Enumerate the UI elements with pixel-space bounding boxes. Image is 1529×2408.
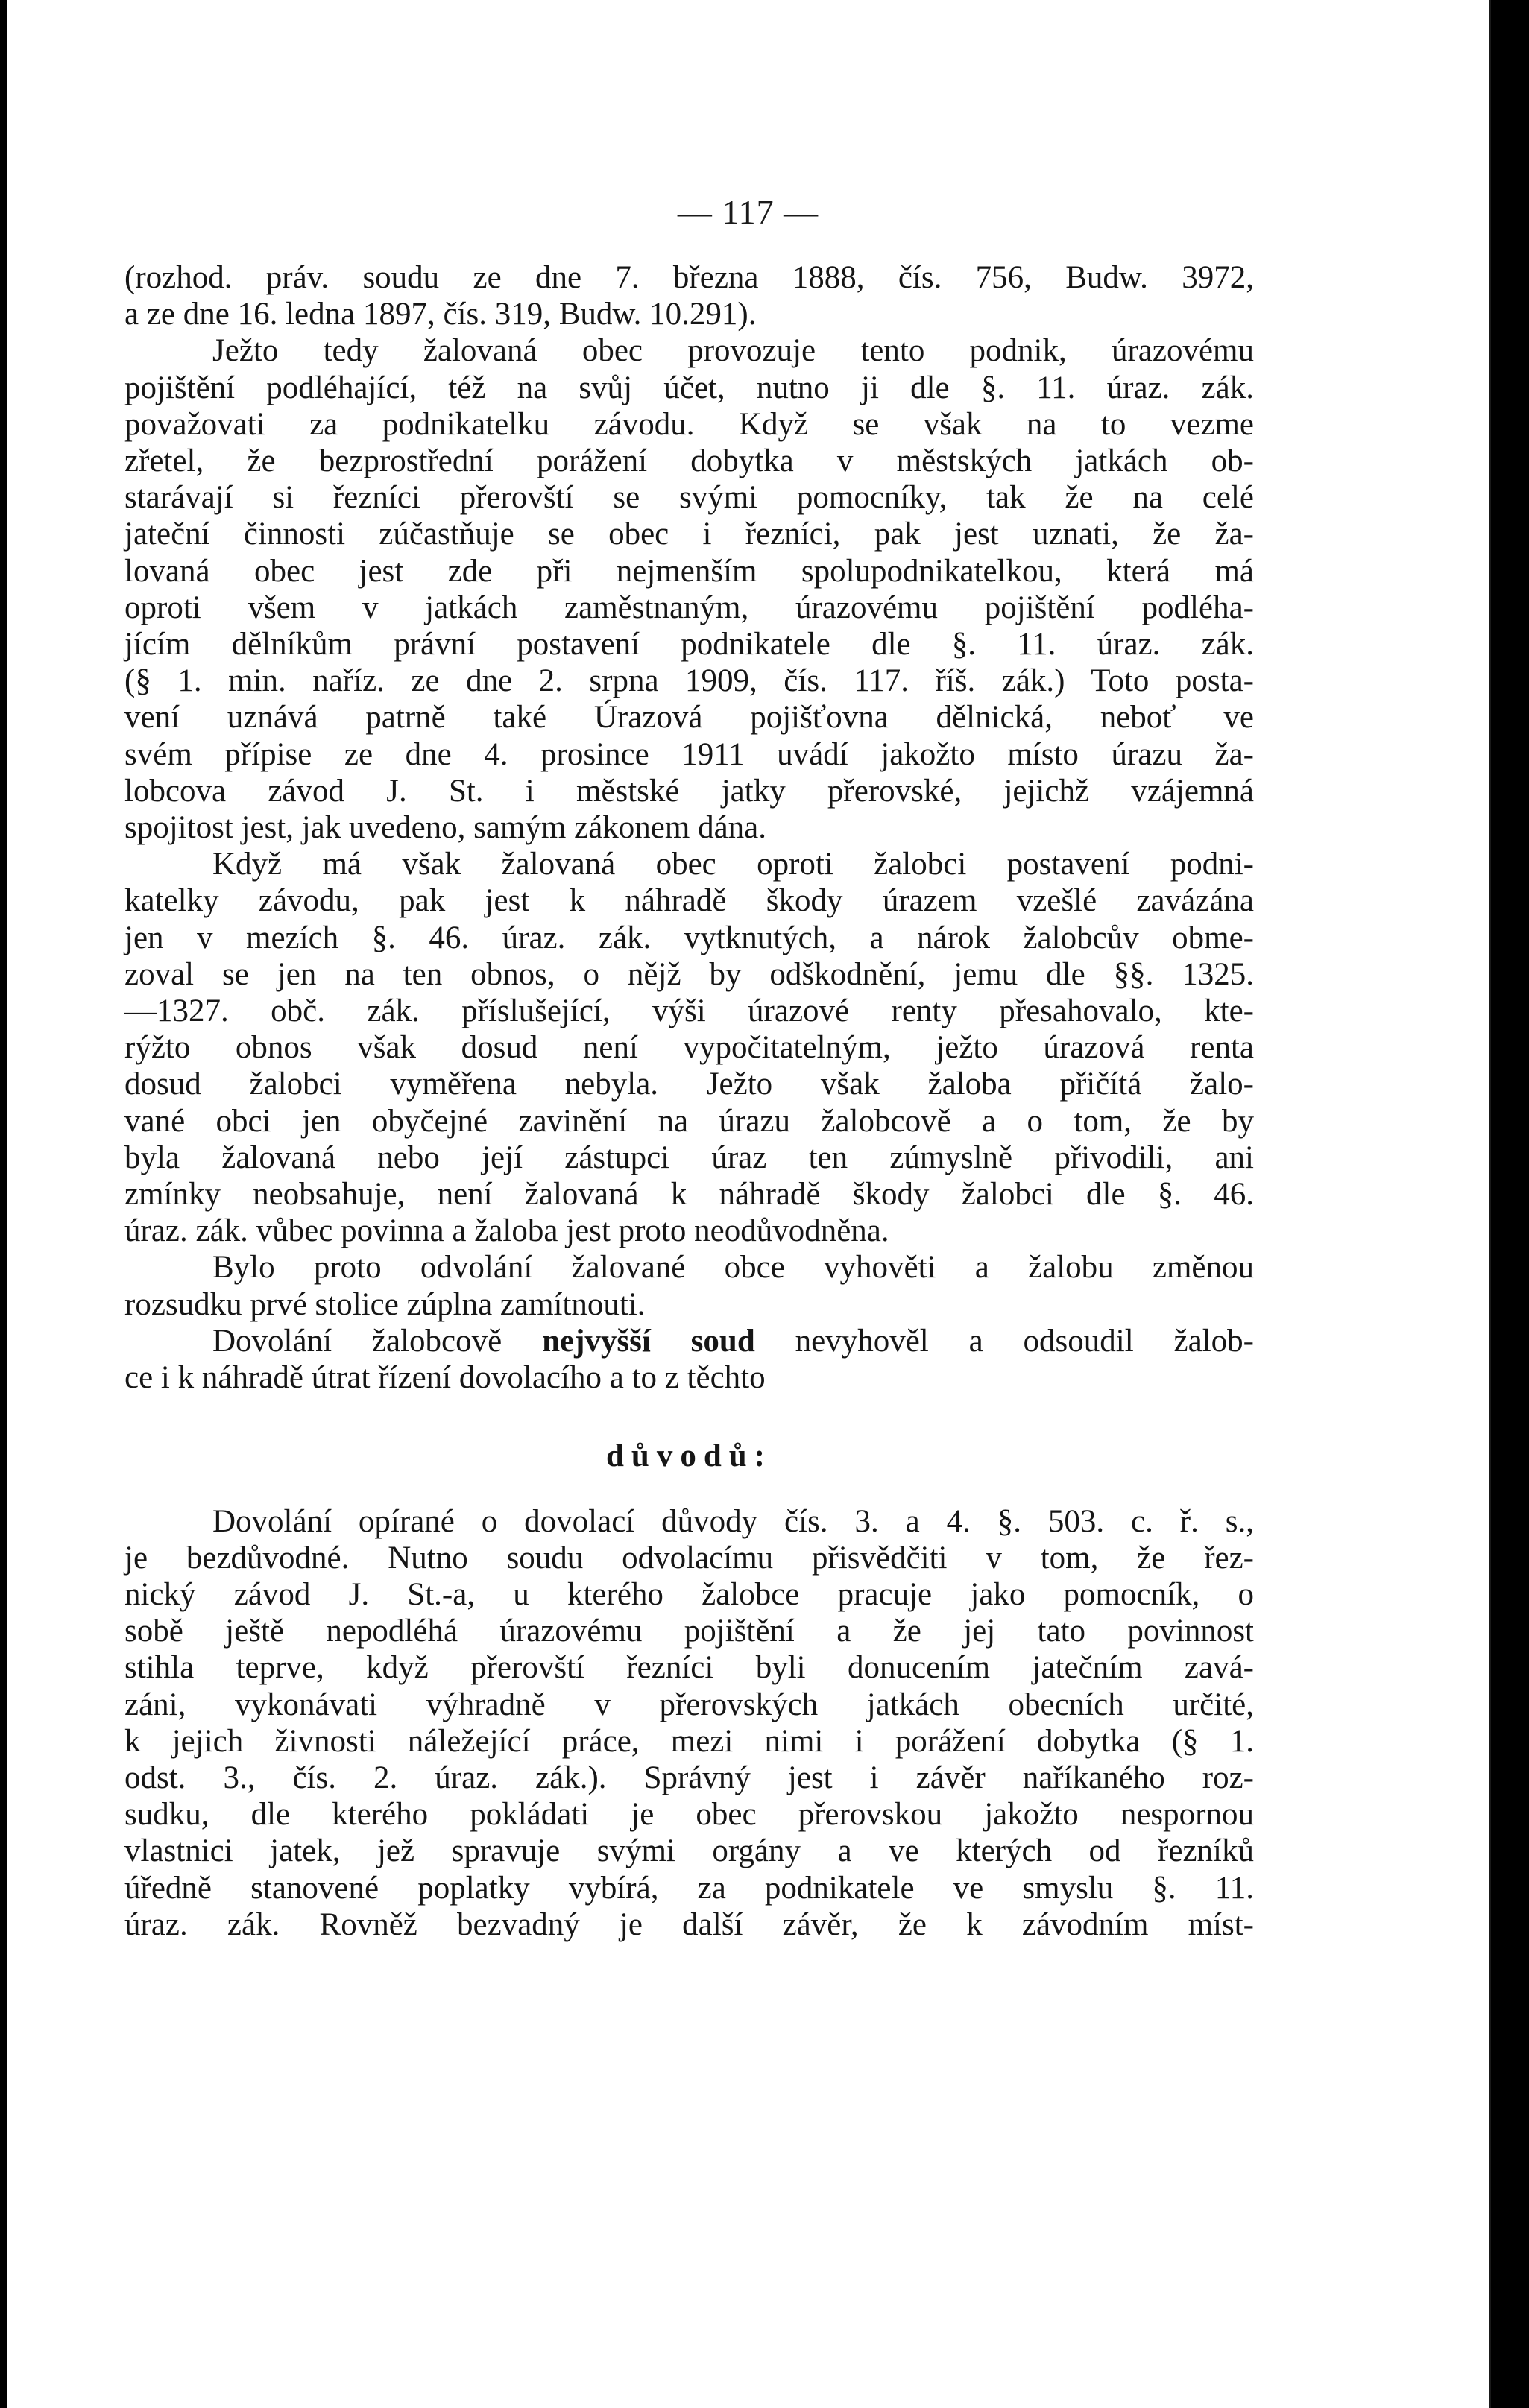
text-line: sudku, dle kterého pokládati je obec přerovskou jakožto nespornou xyxy=(124,1797,1254,1833)
text-line: záni, vykonávati výhradně v přerovských jatkách obecních určité, xyxy=(124,1687,1254,1722)
page-number: — 117 — xyxy=(677,193,819,231)
text-line: úraz. zák. vůbec povinna a žaloba jest proto neodůvodněna. xyxy=(124,1213,889,1249)
text-line: (rozhod. práv. soudu ze dne 7. března 1888, čís. 756, Budw. 3972, xyxy=(124,260,1254,295)
text-line: zmínky neobsahuje, není žalovaná k náhradě škody žalobci dle §. 46. xyxy=(124,1177,1254,1213)
text-line: (§ 1. min. naříz. ze dne 2. srpna 1909, čís. 117. říš. zák.) Toto posta- xyxy=(124,663,1254,699)
text-line: a ze dne 16. ledna 1897, čís. 319, Budw. 10.291). xyxy=(124,297,757,332)
text-line: katelky závodu, pak jest k náhradě škody úrazem vzešlé zavázána xyxy=(124,883,1254,919)
text-line: spojitost jest, jak uvedeno, samým zákonem dána. xyxy=(124,810,767,846)
text-line: Dovolání opírané o dovolací důvody čís. 3. a 4. §. 503. c. ř. s., xyxy=(212,1503,1254,1539)
text-line: jen v mezích §. 46. úraz. zák. vytknutých, a nárok žalobcův obme- xyxy=(124,920,1254,955)
paragraph-citation xyxy=(124,259,1254,332)
text-line: je bezdůvodné. Nutno soudu odvolacímu přisvědčiti v tom, že řez- xyxy=(124,1540,1254,1576)
paragraph-liability xyxy=(124,846,1254,1249)
text-line: oproti všem v jatkách zaměstnaným, úrazovému pojištění podléha- xyxy=(124,590,1254,625)
text-line: stihla teprve, když přerovští řezníci byli donucením jatečním zavá- xyxy=(124,1650,1254,1686)
text-line: vlastnici jatek, jež spravuje svými orgány a ve kterých od řezníků xyxy=(124,1833,1254,1869)
text-line: odst. 3., čís. 2. úraz. zák.). Správný jest i závěr naříkaného roz- xyxy=(124,1760,1254,1795)
text-line: zoval se jen na ten obnos, o nějž by odškodnění, jemu dle §§. 1325. xyxy=(124,956,1254,992)
page-body xyxy=(124,259,1254,1943)
paragraph-appeal-granted xyxy=(124,1249,1254,1322)
text-line: lobcova závod J. St. i městské jatky přerovské, jejichž vzájemná xyxy=(124,773,1254,809)
text-line xyxy=(124,1323,1254,1359)
court-name: nejvyšší soud xyxy=(542,1323,755,1359)
paragraph-reasons xyxy=(124,1503,1254,1943)
text-line: sobě ještě nepodléhá úrazovému pojištění a že jej tato povinnost xyxy=(124,1614,1254,1649)
text-line: rýžto obnos však dosud není vypočitatelným, ježto úrazová renta xyxy=(124,1030,1254,1066)
text-line: jícím dělníkům právní postavení podnikatele dle §. 11. úraz. zák. xyxy=(124,627,1254,663)
text-line: úředně stanovené poplatky vybírá, za podnikatele ve smyslu §. 11. xyxy=(124,1870,1254,1906)
text-line: ce i k náhradě útrat řízení dovolacího a to z těchto xyxy=(124,1360,766,1396)
paragraph-entrepreneur xyxy=(124,332,1254,846)
text-line: zřetel, že bezprostřední porážení dobytka v městských jatkách ob- xyxy=(124,443,1254,479)
text-line: dosud žalobci vyměřena nebyla. Ježto však žaloba přičítá žalo- xyxy=(124,1066,1254,1102)
text-line: pojištění podléhající, též na svůj účet, nutno ji dle §. 11. úraz. zák. xyxy=(124,370,1254,405)
text-fragment: Dovolání žalobcově xyxy=(212,1323,543,1359)
text-line: starávají si řezníci přerovští se svými pomocníky, tak že na celé xyxy=(124,480,1254,516)
text-line: považovati za podnikatelku závodu. Když se však na to vezme xyxy=(124,406,1254,442)
text-line: Ježto tedy žalovaná obec provozuje tento podnik, úrazovému xyxy=(212,333,1254,369)
text-line: rozsudku prvé stolice zúplna zamítnouti. xyxy=(124,1286,646,1322)
paragraph-supreme-court xyxy=(124,1323,1254,1396)
text-line: svém přípise ze dne 4. prosince 1911 uvádí jakožto místo úrazu ža- xyxy=(124,736,1254,772)
text-fragment: nevyhověl a odsoudil žalob- xyxy=(754,1323,1254,1359)
section-heading: důvodů: xyxy=(606,1438,772,1474)
text-line: k jejich živnosti náležející práce, mezi nimi i porážení dobytka (§ 1. xyxy=(124,1723,1254,1759)
text-line: jateční činnosti zúčastňuje se obec i řezníci, pak jest uznati, že ža- xyxy=(124,516,1254,552)
text-line: nický závod J. St.-a, u kterého žalobce pracuje jako pomocník, o xyxy=(124,1576,1254,1612)
text-line: —1327. obč. zák. příslušející, výši úrazové renty přesahovalo, kte- xyxy=(124,993,1254,1029)
text-line: vení uznává patrně také Úrazová pojišťovna dělnická, neboť ve xyxy=(124,700,1254,736)
text-line: úraz. zák. Rovněž bezvadný je další závěr, že k závodním míst- xyxy=(124,1906,1254,1942)
text-line: vané obci jen obyčejné zavinění na úrazu žalobcově a o tom, že by xyxy=(124,1103,1254,1139)
text-line: byla žalovaná nebo její zástupci úraz ten zúmyslně přivodili, ani xyxy=(124,1140,1254,1175)
text-line: lovaná obec jest zde při nejmenším spolupodnikatelkou, která má xyxy=(124,553,1254,589)
book-page xyxy=(7,0,1491,2408)
text-line: Bylo proto odvolání žalované obce vyhověti a žalobu změnou xyxy=(212,1250,1254,1286)
text-line: Když má však žalovaná obec oproti žalobci postavení podni- xyxy=(212,847,1254,882)
